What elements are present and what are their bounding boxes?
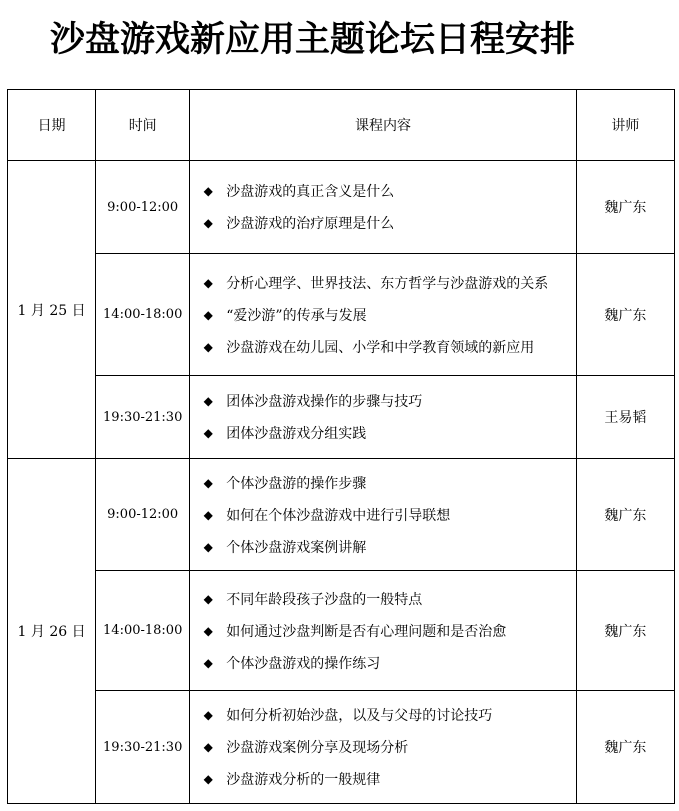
schedule-body	[8, 161, 675, 804]
session-content	[190, 691, 577, 804]
list-item-text: 个体沙盘游戏案例讲解	[226, 539, 367, 556]
session-content	[190, 254, 577, 376]
list-item	[200, 531, 576, 563]
diamond-bullet-icon: ◆	[203, 740, 213, 754]
list-item-text: 沙盘游戏案例分享及现场分析	[226, 740, 409, 756]
diamond-bullet-icon: ◆	[203, 275, 213, 290]
list-item	[200, 699, 576, 731]
list-item	[200, 731, 576, 763]
list-item	[200, 467, 576, 499]
diamond-bullet-icon: ◆	[203, 655, 213, 670]
diamond-bullet-icon: ◆	[203, 539, 213, 554]
header-row	[8, 90, 675, 161]
session-row	[8, 376, 675, 459]
list-item-text: 沙盘游戏在幼儿园、小学和中学教育领域的新应用	[226, 339, 535, 356]
list-item-text: 分析心理学、世界技法、东方哲学与沙盘游戏的关系	[226, 275, 549, 292]
list-item	[200, 299, 576, 331]
list-item	[200, 583, 576, 615]
list-item	[200, 175, 576, 207]
session-teacher: 王易韬	[576, 376, 674, 459]
list-item-text: “爱沙游”的传承与发展	[226, 307, 367, 324]
day-date: 1 月 25 日	[8, 161, 96, 459]
list-item-text: 沙盘游戏的真正含义是什么	[226, 184, 395, 200]
session-content	[190, 571, 577, 691]
list-item-text: 如何分析初始沙盘，以及与父母的讨论技巧	[226, 708, 493, 724]
session-content	[190, 459, 577, 571]
diamond-bullet-icon: ◆	[203, 507, 213, 522]
session-time: 14:00-18:00	[96, 254, 190, 376]
schedule-table	[7, 89, 675, 804]
session-content	[190, 376, 577, 459]
list-item	[200, 763, 576, 795]
list-item-text: 如何通过沙盘判断是否有心理问题和是否治愈	[226, 623, 507, 640]
session-teacher: 魏广东	[576, 571, 674, 691]
diamond-bullet-icon: ◆	[203, 475, 213, 490]
diamond-bullet-icon: ◆	[203, 772, 213, 786]
header-teacher: 讲师	[576, 90, 674, 161]
session-row	[8, 459, 675, 571]
diamond-bullet-icon: ◆	[203, 623, 213, 638]
session-time: 9:00-12:00	[96, 161, 190, 254]
header-time: 时间	[96, 90, 190, 161]
session-teacher: 魏广东	[576, 459, 674, 571]
diamond-bullet-icon: ◆	[203, 708, 213, 722]
diamond-bullet-icon: ◆	[203, 591, 213, 606]
list-item	[200, 647, 576, 679]
list-item-text: 不同年龄段孩子沙盘的一般特点	[226, 591, 423, 608]
list-item	[200, 385, 576, 417]
diamond-bullet-icon: ◆	[203, 307, 213, 322]
session-row	[8, 691, 675, 804]
day-date: 1 月 26 日	[8, 459, 96, 804]
session-content	[190, 161, 577, 254]
list-item	[200, 331, 576, 363]
session-row	[8, 571, 675, 691]
session-teacher: 魏广东	[576, 691, 674, 804]
session-time: 19:30-21:30	[96, 376, 190, 459]
header-content: 课程内容	[190, 90, 577, 161]
session-time: 19:30-21:30	[96, 691, 190, 804]
list-item-text: 个体沙盘游的操作步骤	[226, 475, 367, 492]
session-row	[8, 254, 675, 376]
list-item	[200, 207, 576, 239]
list-item	[200, 267, 576, 299]
list-item-text: 沙盘游戏分析的一般规律	[226, 772, 381, 788]
header-date: 日期	[8, 90, 96, 161]
diamond-bullet-icon: ◆	[203, 184, 213, 198]
list-item-text: 团体沙盘游戏操作的步骤与技巧	[226, 394, 423, 410]
list-item-text: 团体沙盘游戏分组实践	[226, 426, 367, 442]
diamond-bullet-icon: ◆	[203, 426, 213, 440]
list-item	[200, 499, 576, 531]
diamond-bullet-icon: ◆	[203, 339, 213, 354]
list-item	[200, 615, 576, 647]
session-row	[8, 161, 675, 254]
session-teacher: 魏广东	[576, 254, 674, 376]
page-title: 沙盘游戏新应用主题论坛日程安排	[50, 20, 576, 60]
list-item-text: 沙盘游戏的治疗原理是什么	[226, 216, 395, 232]
list-item-text: 个体沙盘游戏的操作练习	[226, 655, 381, 672]
list-item	[200, 417, 576, 449]
diamond-bullet-icon: ◆	[203, 216, 213, 230]
session-teacher: 魏广东	[576, 161, 674, 254]
list-item-text: 如何在个体沙盘游戏中进行引导联想	[226, 507, 451, 524]
session-time: 14:00-18:00	[96, 571, 190, 691]
diamond-bullet-icon: ◆	[203, 394, 213, 408]
session-time: 9:00-12:00	[96, 459, 190, 571]
